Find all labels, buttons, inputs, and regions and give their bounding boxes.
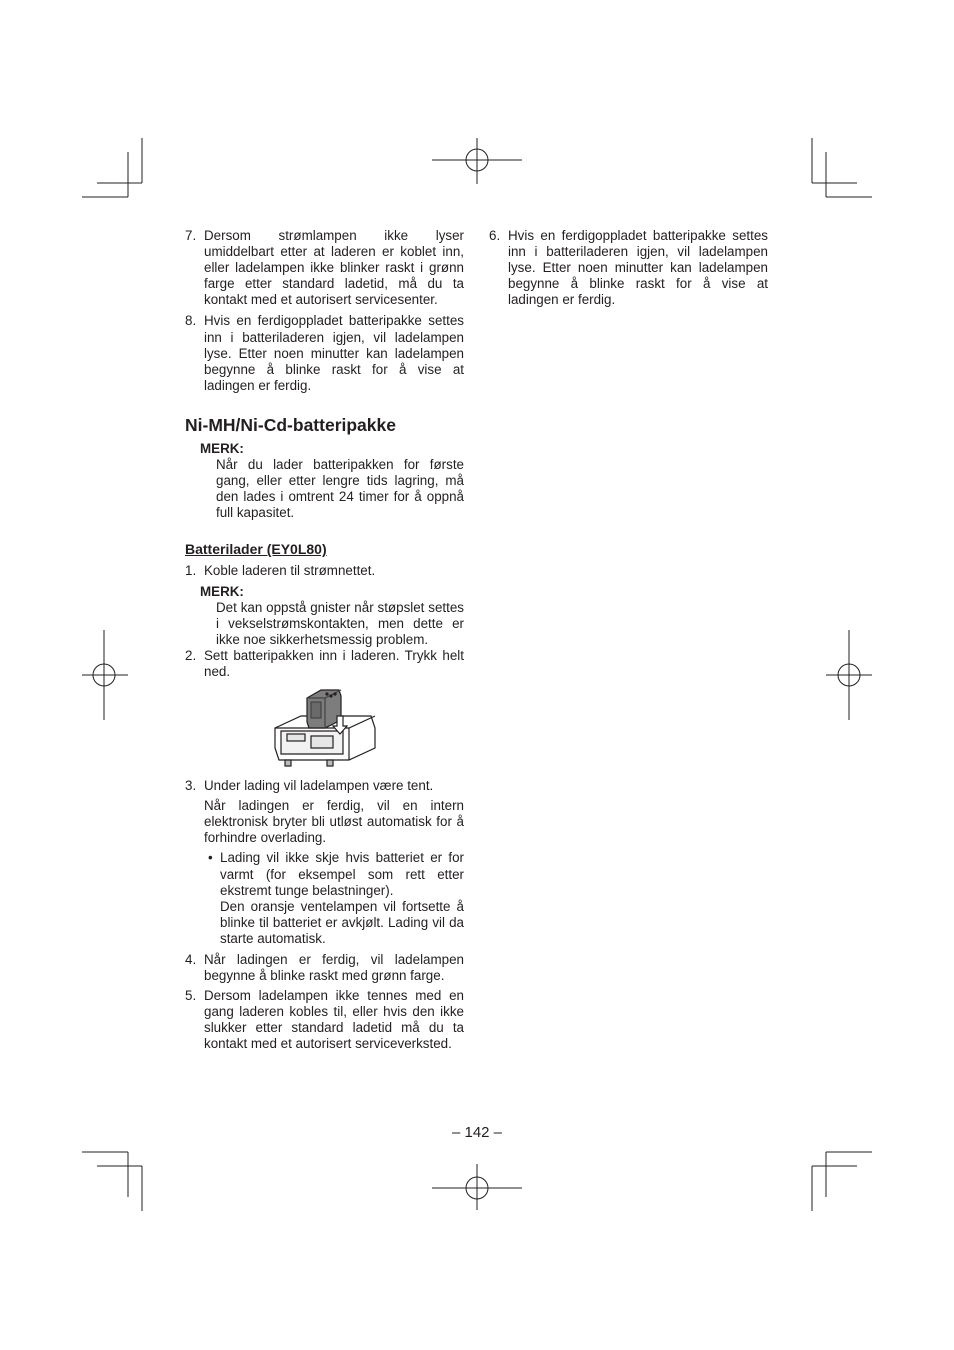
item-text: Hvis en ferdigoppladet batteripakke settes inn i batteriladeren igjen, vil ladelampen lyse. Etter noen minutter kan ladelampen begynne å blinke raskt for å vise at ladingen er ferdig. xyxy=(508,228,768,308)
bullet-icon: • xyxy=(208,850,213,866)
right-column xyxy=(489,228,768,308)
battery-charger-illustration xyxy=(271,686,379,770)
bullet-text-line2: Den oransje ventelampen vil fortsette å blinke til batteriet er avkjølt. Lading vil da starte automatisk. xyxy=(220,898,464,946)
item-number: 2. xyxy=(185,647,197,663)
item-text: Sett batteripakken inn i laderen. Trykk helt ned. xyxy=(204,647,464,679)
note-text: Når du lader batteripakken for første gang, eller etter lengre tids lagring, må den lades i omtrent 24 timer for å oppnå full kapasitet. xyxy=(216,457,464,521)
list-item xyxy=(185,988,464,1052)
left-column xyxy=(185,228,464,1053)
list-item xyxy=(185,648,464,680)
note-label: MERK: xyxy=(200,440,244,456)
page-number: – 142 – xyxy=(451,1124,503,1141)
item-text: Dersom strømlampen ikke lyser umiddelbart etter at laderen er koblet inn, eller ladelampen ikke blinker raskt i grønn farge etter standard ladetid, må du ta kontakt med et autorisert servicesenter. xyxy=(204,228,464,308)
item-number: 8. xyxy=(185,313,197,329)
list-item xyxy=(185,228,464,308)
bullet-text xyxy=(220,850,464,947)
list-item xyxy=(185,563,464,579)
bullet-item xyxy=(204,850,464,947)
item-number: 3. xyxy=(185,778,197,794)
list-item xyxy=(185,952,464,984)
item-number: 4. xyxy=(185,952,197,967)
item-text: Dersom ladelampen ikke tennes med en gang laderen kobles til, eller hvis den ikke slukker etter standard ladetid må du ta kontakt med et autorisert serviceverksted. xyxy=(204,988,464,1052)
item-text: Hvis en ferdigoppladet batteripakke settes inn i batteriladeren igjen, vil ladelampen lyse. Etter noen minutter kan ladelampen begynne å blinke raskt for å vise at ladingen er ferdig. xyxy=(204,313,464,393)
section-title: Ni-MH/Ni-Cd-batteripakke xyxy=(185,414,396,435)
item-number: 1. xyxy=(185,563,197,579)
list-item xyxy=(489,228,768,308)
item-text: Under lading vil ladelampen være tent. xyxy=(204,778,434,794)
item-number: 6. xyxy=(489,228,501,243)
item-text: Koble laderen til strømnettet. xyxy=(204,563,376,579)
list-item xyxy=(185,313,464,393)
note-text: Det kan oppstå gnister når støpslet settes i vekselstrømskontakten, men dette er ikke noe sikkerhetsmessig problem. xyxy=(216,599,464,647)
bullet-text-line1: Lading vil ikke skje hvis batteriet er for varmt (for eksempel som rett etter ekstremt tunge belastninger). xyxy=(220,850,464,898)
item-text: Når ladingen er ferdig, vil ladelampen begynne å blinke raskt med grønn farge. xyxy=(204,952,464,984)
list-item xyxy=(185,778,464,794)
item-number: 5. xyxy=(185,988,197,1004)
item-number: 7. xyxy=(185,228,197,243)
paragraph: Når ladingen er ferdig, vil en intern elektronisk bryter bli utløst automatisk for å forhindre overlading. xyxy=(204,798,464,846)
subsection-title: Batterilader (EY0L80) xyxy=(185,541,327,558)
note-label: MERK: xyxy=(200,583,244,599)
